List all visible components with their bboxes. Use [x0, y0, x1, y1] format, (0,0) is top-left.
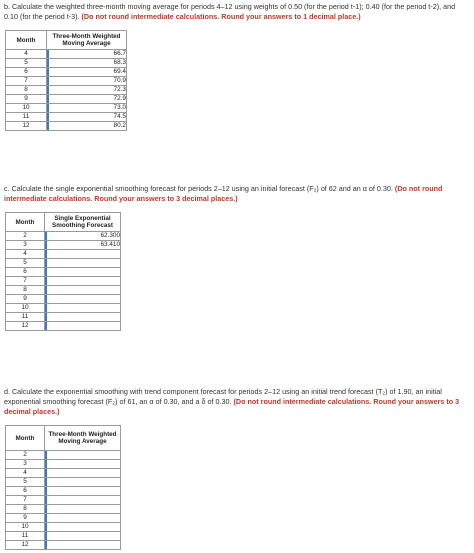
table-row: [6, 469, 121, 478]
month-cell: 10: [6, 304, 45, 313]
table-row: [6, 50, 127, 59]
month-cell: 9: [6, 295, 45, 304]
answer-input[interactable]: [45, 451, 121, 460]
month-cell: 5: [6, 259, 45, 268]
answer-input[interactable]: [45, 523, 121, 532]
answer-input[interactable]: [45, 295, 121, 304]
part-d-warning: (Do not round intermediate calculations. Round your answers to 3 decimal places.): [4, 397, 460, 416]
answer-input[interactable]: [45, 541, 121, 550]
month-cell: 7: [6, 496, 45, 505]
answer-input[interactable]: [45, 496, 121, 505]
month-cell: 8: [6, 86, 47, 95]
table-row: [6, 104, 127, 113]
part-b-question: [4, 2, 466, 22]
answer-value: [45, 313, 120, 321]
table-row: [6, 95, 127, 104]
answer-input[interactable]: [47, 104, 127, 113]
month-cell: 11: [6, 313, 45, 322]
part-c-question: [4, 184, 466, 204]
table-row: [6, 451, 121, 460]
part-d-question: [4, 387, 466, 417]
answer-input[interactable]: [45, 505, 121, 514]
answer-value: 72.9: [47, 95, 126, 103]
col-month-header: Month: [6, 31, 47, 50]
part-c-table: [5, 212, 121, 331]
month-cell: 11: [6, 113, 47, 122]
table-row: [6, 313, 121, 322]
month-cell: 4: [6, 50, 47, 59]
answer-input[interactable]: [47, 95, 127, 104]
answer-value: 73.0: [47, 104, 126, 112]
month-cell: 10: [6, 523, 45, 532]
table-row: [6, 505, 121, 514]
part-d-prompt: d. Calculate the exponential smoothing with trend component forecast for periods 2–12 using an initial trend forecast (T₂) of 1.90, an initial exponential smoothing forecast (F₂) of 61, an α of 0.30, and a δ of 0.30.: [4, 387, 442, 406]
part-c-prompt: c. Calculate the single exponential smoothing forecast for periods 2–12 using an initial forecast (F₂) of 62 and an α of 0.30.: [4, 184, 393, 193]
month-cell: 8: [6, 286, 45, 295]
answer-input[interactable]: [45, 268, 121, 277]
month-cell: 6: [6, 487, 45, 496]
answer-value: [45, 286, 120, 294]
answer-input[interactable]: [45, 532, 121, 541]
table-row: [6, 532, 121, 541]
answer-value: [45, 532, 120, 540]
part-d-table: [5, 425, 121, 550]
month-cell: 12: [6, 122, 47, 131]
part-b-table: [5, 30, 127, 131]
month-cell: 9: [6, 95, 47, 104]
answer-input[interactable]: [47, 77, 127, 86]
month-cell: 7: [6, 77, 47, 86]
answer-value: 80.2: [47, 122, 126, 130]
answer-input[interactable]: [47, 113, 127, 122]
answer-input[interactable]: [45, 460, 121, 469]
answer-value: [45, 322, 120, 330]
answer-value: 72.3: [47, 86, 126, 94]
col-value-header: Three-Month Weighted Moving Average: [45, 426, 121, 451]
answer-value: [45, 460, 120, 468]
col-month-header: Month: [6, 213, 45, 232]
answer-value: [45, 277, 120, 285]
month-cell: 2: [6, 232, 45, 241]
answer-value: [45, 541, 120, 549]
table-row: [6, 68, 127, 77]
month-cell: 4: [6, 469, 45, 478]
table-row: [6, 113, 127, 122]
table-row: [6, 322, 121, 331]
answer-value: 74.5: [47, 113, 126, 121]
table-row: [6, 487, 121, 496]
part-c-warning: (Do not round intermediate calculations. Round your answers to 3 decimal places.): [4, 184, 443, 203]
answer-input[interactable]: [45, 487, 121, 496]
table-row: [6, 478, 121, 487]
answer-value: [45, 295, 120, 303]
answer-value: 69.4: [47, 68, 126, 76]
answer-value: [45, 469, 120, 477]
answer-input[interactable]: [47, 50, 127, 59]
month-cell: 10: [6, 104, 47, 113]
table-row: [6, 77, 127, 86]
answer-input[interactable]: [47, 122, 127, 131]
answer-input[interactable]: [45, 259, 121, 268]
answer-input[interactable]: [45, 241, 121, 250]
answer-value: [45, 250, 120, 258]
answer-value: [45, 487, 120, 495]
answer-value: 63.410: [45, 241, 120, 249]
month-cell: 8: [6, 505, 45, 514]
answer-value: [45, 478, 120, 486]
table-row: [6, 86, 127, 95]
month-cell: 3: [6, 460, 45, 469]
table-row: [6, 286, 121, 295]
answer-input[interactable]: [47, 86, 127, 95]
month-cell: 5: [6, 59, 47, 68]
answer-value: 68.3: [47, 59, 126, 67]
table-row: [6, 295, 121, 304]
answer-value: [45, 514, 120, 522]
answer-value: [45, 496, 120, 504]
answer-value: [45, 505, 120, 513]
table-row: [6, 250, 121, 259]
answer-input[interactable]: [45, 313, 121, 322]
answer-value: [45, 259, 120, 267]
answer-value: [45, 268, 120, 276]
table-row: [6, 59, 127, 68]
answer-input[interactable]: [45, 514, 121, 523]
month-cell: 2: [6, 451, 45, 460]
month-cell: 4: [6, 250, 45, 259]
answer-input[interactable]: [45, 322, 121, 331]
answer-input[interactable]: [45, 232, 121, 241]
col-value-header: Single Exponential Smoothing Forecast: [45, 213, 121, 232]
answer-value: [45, 304, 120, 312]
table-row: [6, 304, 121, 313]
table-row: [6, 523, 121, 532]
answer-input[interactable]: [45, 469, 121, 478]
answer-input[interactable]: [45, 478, 121, 487]
answer-input[interactable]: [45, 304, 121, 313]
table-row: [6, 277, 121, 286]
table-row: [6, 268, 121, 277]
answer-value: 62.300: [45, 232, 120, 240]
col-month-header: Month: [6, 426, 45, 451]
col-value-header: Three-Month Weighted Moving Average: [47, 31, 127, 50]
answer-value: [45, 523, 120, 531]
month-cell: 9: [6, 514, 45, 523]
month-cell: 6: [6, 268, 45, 277]
table-row: [6, 460, 121, 469]
answer-input[interactable]: [45, 286, 121, 295]
month-cell: 12: [6, 322, 45, 331]
table-row: [6, 514, 121, 523]
answer-value: [45, 451, 120, 459]
table-row: [6, 241, 121, 250]
answer-input[interactable]: [47, 68, 127, 77]
table-row: [6, 541, 121, 550]
table-row: [6, 496, 121, 505]
answer-value: 70.9: [47, 77, 126, 85]
table-row: [6, 122, 127, 131]
answer-value: 66.7: [47, 50, 126, 58]
month-cell: 5: [6, 478, 45, 487]
answer-input[interactable]: [47, 59, 127, 68]
answer-input[interactable]: [45, 277, 121, 286]
month-cell: 6: [6, 68, 47, 77]
month-cell: 12: [6, 541, 45, 550]
answer-input[interactable]: [45, 250, 121, 259]
part-b-warning: (Do not round intermediate calculations. Round your answers to 1 decimal place.): [81, 12, 361, 21]
table-row: [6, 232, 121, 241]
month-cell: 7: [6, 277, 45, 286]
table-row: [6, 259, 121, 268]
month-cell: 3: [6, 241, 45, 250]
part-b-prompt: b. Calculate the weighted three-month moving average for periods 4–12 using weights of 0.50 (for the period t-1); 0.40 (for the period t-2), and 0.10 (for the period t-3).: [4, 2, 456, 21]
month-cell: 11: [6, 532, 45, 541]
